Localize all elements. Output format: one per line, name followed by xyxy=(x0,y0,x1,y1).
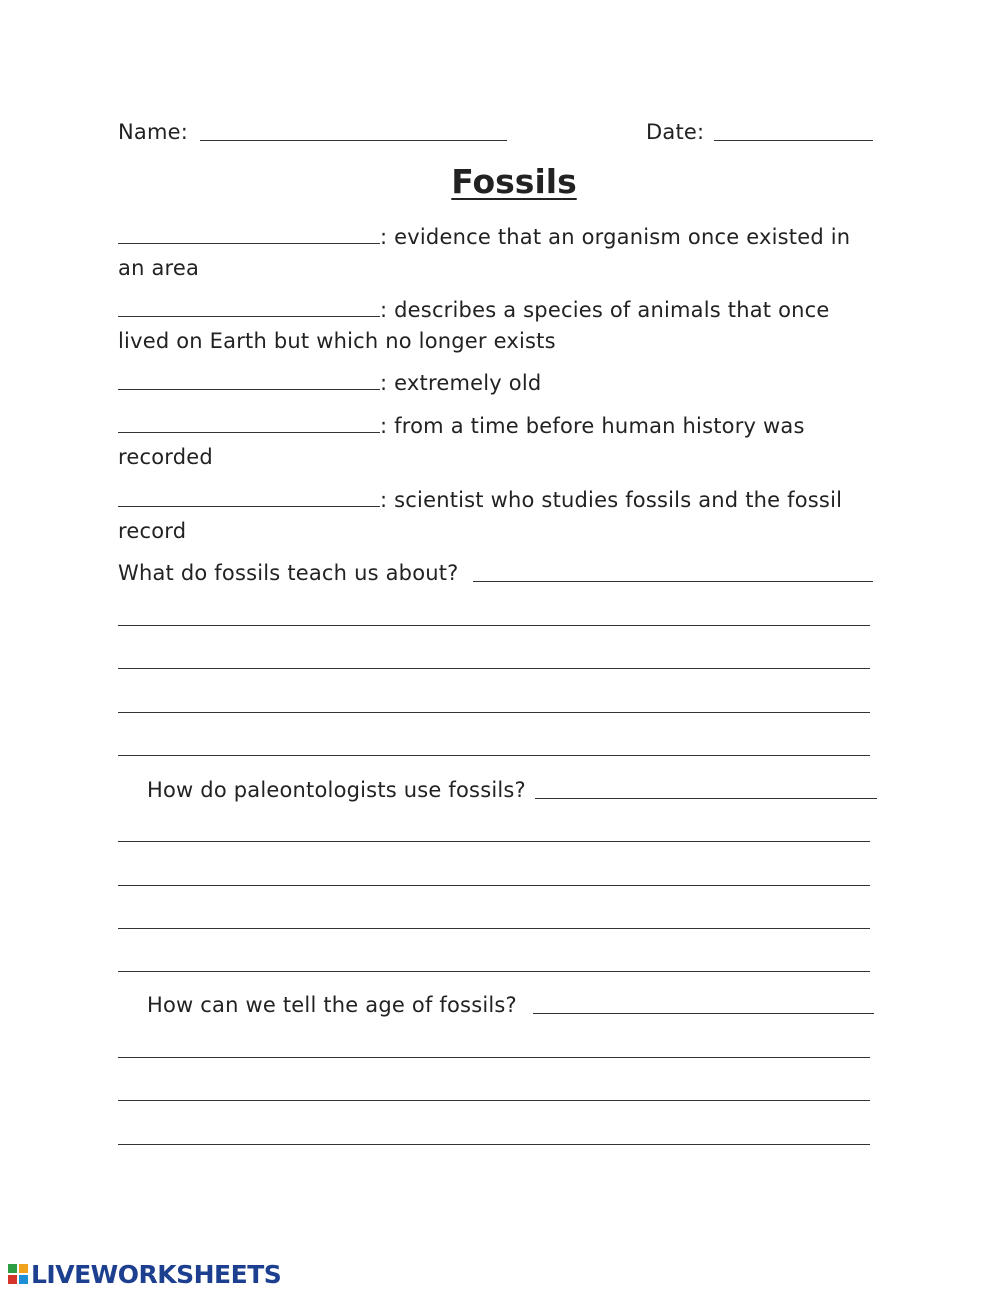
answer-line[interactable] xyxy=(118,1057,870,1058)
definition-text: : from a time before human history was xyxy=(380,414,805,438)
definition-continuation: an area xyxy=(118,256,200,280)
answer-line[interactable] xyxy=(118,885,870,886)
definition-answer-field[interactable] xyxy=(118,369,380,390)
definition-item xyxy=(118,222,878,284)
date-field[interactable] xyxy=(714,140,873,141)
answer-line[interactable] xyxy=(118,712,870,713)
definition-text: : describes a species of animals that once xyxy=(380,298,830,322)
date-label: Date: xyxy=(646,120,705,144)
definition-answer-field[interactable] xyxy=(118,412,380,433)
definition-item xyxy=(118,485,878,547)
liveworksheets-logo-icon xyxy=(8,1264,28,1284)
definition-continuation: record xyxy=(118,519,187,543)
definition-text: : extremely old xyxy=(380,371,542,395)
answer-line[interactable] xyxy=(118,668,870,669)
definition-answer-field[interactable] xyxy=(118,223,380,244)
logo-text: LIVEWORKSHEETS xyxy=(31,1259,282,1289)
question-1-text: What do fossils teach us about? xyxy=(118,561,459,585)
page-title: Fossils xyxy=(451,162,577,201)
definition-item xyxy=(118,411,878,473)
definition-answer-field[interactable] xyxy=(118,486,380,507)
logo-square xyxy=(8,1275,17,1284)
logo-square xyxy=(19,1264,28,1273)
definition-continuation: recorded xyxy=(118,445,213,469)
question-3-text: How can we tell the age of fossils? xyxy=(147,993,517,1017)
answer-line[interactable] xyxy=(118,625,870,626)
answer-line[interactable] xyxy=(118,1144,870,1145)
definition-item xyxy=(118,368,878,399)
question-1-answer-line[interactable] xyxy=(473,581,873,582)
definition-continuation: lived on Earth but which no longer exists xyxy=(118,329,556,353)
name-label: Name: xyxy=(118,120,189,144)
definition-answer-field[interactable] xyxy=(118,296,380,317)
question-3-answer-line[interactable] xyxy=(533,1013,874,1014)
answer-line[interactable] xyxy=(118,1100,870,1101)
liveworksheets-logo[interactable] xyxy=(8,1259,281,1289)
logo-square xyxy=(19,1275,28,1284)
question-2-answer-line[interactable] xyxy=(535,798,877,799)
question-2-text: How do paleontologists use fossils? xyxy=(147,778,526,802)
definition-item xyxy=(118,295,878,357)
answer-line[interactable] xyxy=(118,755,870,756)
name-field[interactable] xyxy=(200,140,507,141)
answer-line[interactable] xyxy=(118,928,870,929)
answer-line[interactable] xyxy=(118,971,870,972)
definition-text: : evidence that an organism once existed in xyxy=(380,225,851,249)
logo-square xyxy=(8,1264,17,1273)
answer-line[interactable] xyxy=(118,841,870,842)
definition-text: : scientist who studies fossils and the fossil xyxy=(380,488,843,512)
